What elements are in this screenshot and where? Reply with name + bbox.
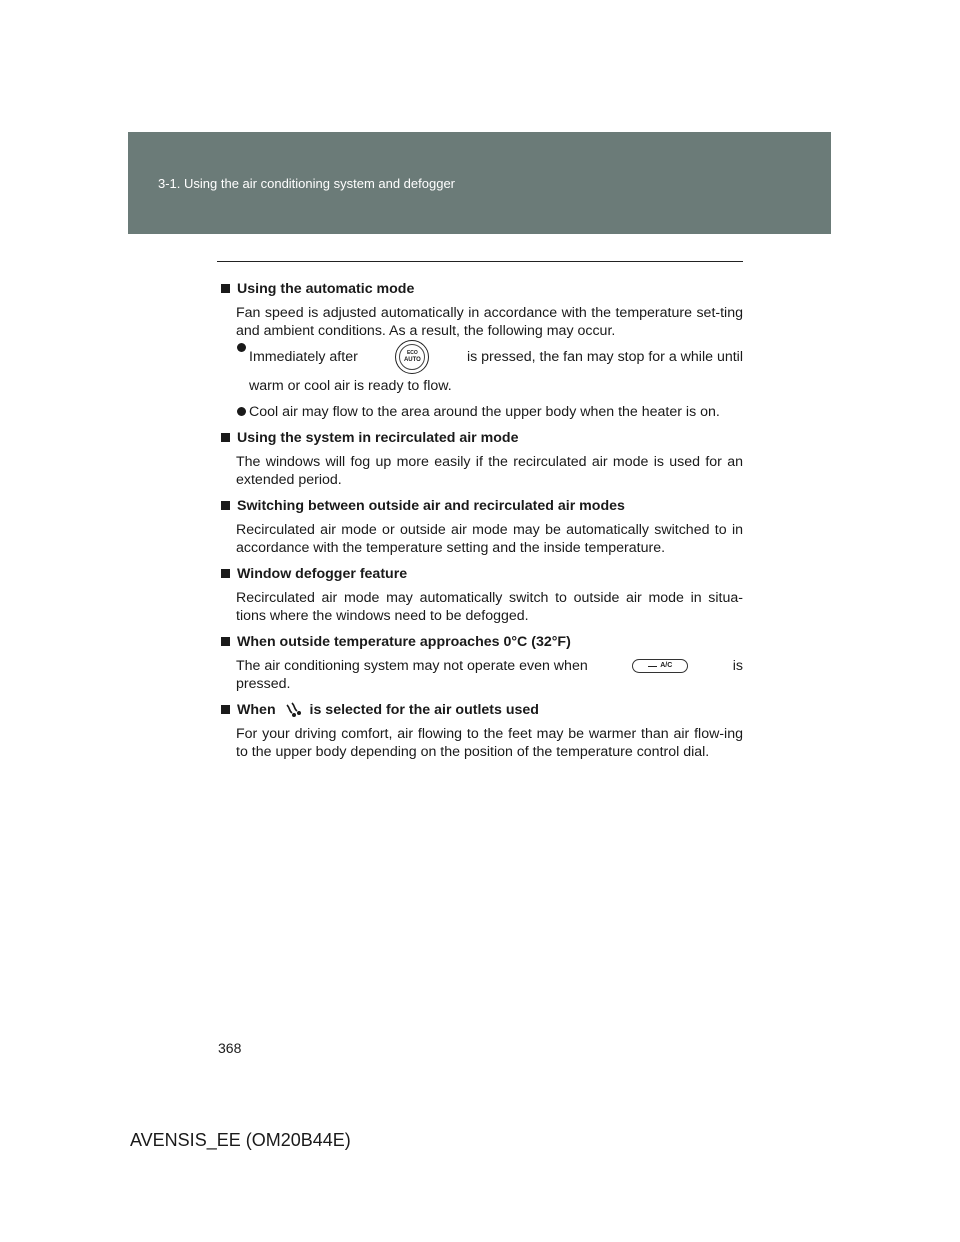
bullet-cool-air: Cool air may flow to the area around the upper body when the heater is on. <box>221 403 743 421</box>
ac-text-before: The air conditioning system may not operate even when <box>236 658 588 674</box>
heading-defogger-feature: Window defogger feature <box>221 565 743 583</box>
ac-text-is: is <box>732 658 743 674</box>
ac-text-after: pressed. <box>236 676 291 692</box>
section-title: 3-1. Using the air conditioning system and defogger <box>158 176 456 191</box>
heading-feet-outlet: When is selected for the air outlets used <box>221 701 743 719</box>
auto-button-icon <box>395 340 429 374</box>
text-outside-temperature <box>221 657 743 693</box>
ac-button-label: A/C <box>660 662 673 669</box>
bullet-auto-pressed <box>221 339 743 395</box>
text-recirculated-mode: The windows will fog up more easily if the recirculated air mode is used for an extended period. <box>236 454 743 488</box>
square-bullet-icon <box>221 637 230 646</box>
heading-outside-temperature: When outside temperature approaches 0°C (32°F) <box>221 633 743 651</box>
auto-button-top: ECO <box>406 350 418 356</box>
header-band <box>128 132 831 234</box>
text-switching-modes: Recirculated air mode or outside air mode may be automatically switched to in accordance with the temperature setting and the inside temperature. <box>236 522 743 556</box>
square-bullet-icon <box>221 501 230 510</box>
bullet-text-mid: is pressed, the fan may stop for a while until <box>466 349 743 365</box>
text-feet-outlet: For your driving comfort, air flowing to the feet may be warmer than air flow-ing to the upper body depending on the position of the temperature control dial. <box>236 726 743 760</box>
auto-button-label: AUTO <box>403 357 421 363</box>
square-bullet-icon <box>221 569 230 578</box>
manual-code: AVENSIS_EE (OM20B44E) <box>130 1130 351 1150</box>
heading-recirculated-mode: Using the system in recirculated air mode <box>221 429 743 447</box>
ac-button-icon <box>632 659 688 673</box>
square-bullet-icon <box>221 705 230 714</box>
top-rule <box>217 261 743 262</box>
page-number: 368 <box>218 1040 242 1056</box>
heading-automatic-mode: Using the automatic mode <box>221 280 743 298</box>
round-bullet-icon <box>237 407 246 416</box>
text-defogger-feature: Recirculated air mode may automatically switch to outside air mode in situa-tions where the windows need to be defogged. <box>236 590 743 624</box>
feet-airflow-icon <box>284 702 302 718</box>
bullet-text-before: Immediately after <box>249 349 358 365</box>
square-bullet-icon <box>221 284 230 293</box>
bullet-text-after: warm or cool air is ready to flow. <box>249 378 452 394</box>
heading-switching-modes: Switching between outside air and recirculated air modes <box>221 497 743 515</box>
text-automatic-mode: Fan speed is adjusted automatically in accordance with the temperature set-ting and ambient conditions. As a result, the following may occur. <box>236 305 743 339</box>
content <box>221 280 743 761</box>
round-bullet-icon <box>237 343 246 352</box>
square-bullet-icon <box>221 433 230 442</box>
